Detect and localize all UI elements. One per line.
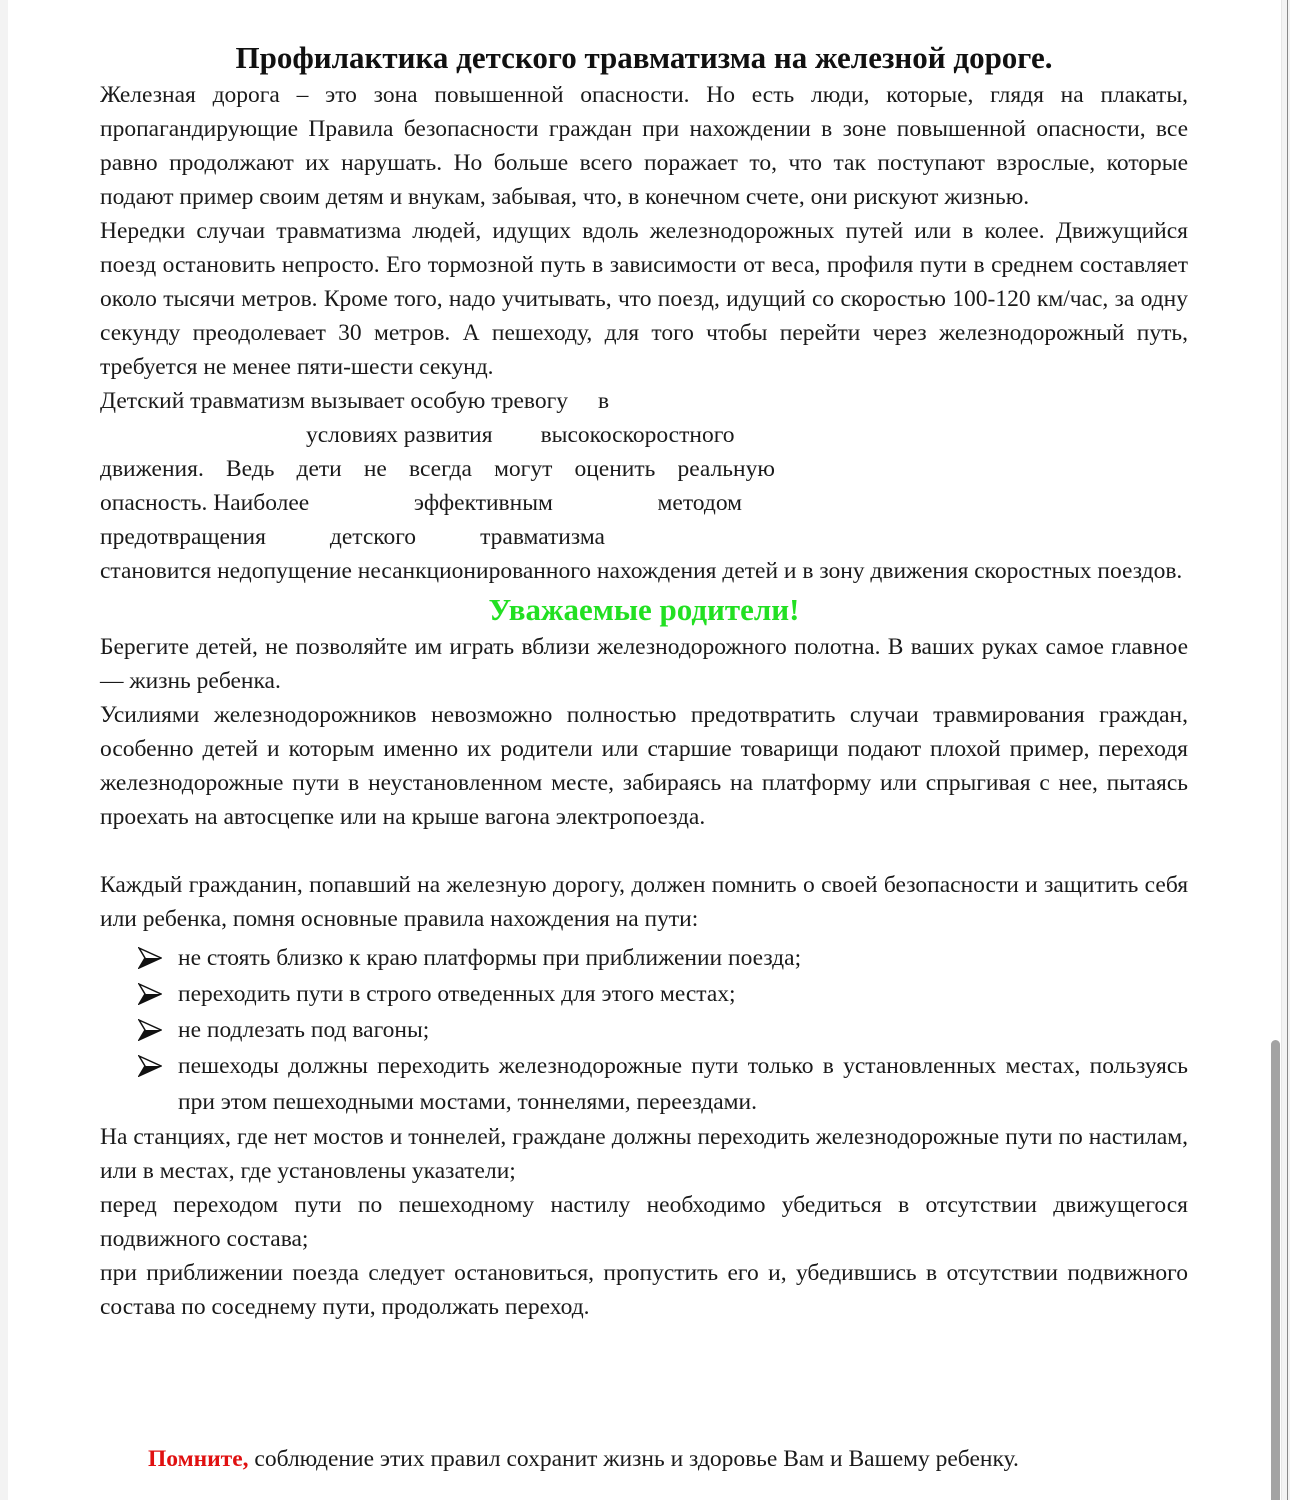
paragraph-child-injury (100, 384, 775, 554)
rule-text: пешеходы должны переходить железнодорожные пути только в установленных местах, пользуясь при этом пешеходными мостами, тоннелями, переездами. (178, 1053, 1188, 1115)
paragraph-child-injury-tail: становится недопущение несанкционированного нахождения детей и в зону движения скоростных поездов. (100, 558, 1183, 584)
text-fragment: методом (657, 490, 742, 516)
remember-note (148, 1442, 1019, 1476)
arrow-bullet-icon (138, 947, 162, 969)
text-line (100, 486, 742, 520)
text-fragment: движения. (100, 456, 204, 482)
paragraph-intro: Железная дорога – это зона повышенной опасности. Но есть люди, которые, глядя на плакаты, пропагандирующие Правила безопасности граждан при нахождении в зоне повышенной опасности, все равно продолжают их нарушать. Но больше всего поражает то, что так поступают взрослые, которые подают пример своим детям и внукам, забывая, что, в конечном счете, они рискуют жизнью. (100, 82, 1188, 210)
page-edge-left (0, 0, 8, 1500)
text-line (100, 520, 605, 554)
scrollbar-thumb[interactable] (1271, 1040, 1280, 1500)
text-fragment: Ведь (225, 456, 275, 482)
text-fragment: всегда (408, 456, 472, 482)
rule-text: не подлезать под вагоны; (178, 1017, 430, 1043)
text-fragment: детского (329, 524, 417, 550)
arrow-bullet-icon (138, 1019, 162, 1041)
page-edge-right (1281, 0, 1290, 1500)
text-fragment: не (363, 456, 387, 482)
text-fragment: в (598, 388, 610, 414)
paragraph-railway-efforts: Усилиями железнодорожников невозможно полностью предотвратить случаи травмирования граждан, особенно детей и которым именно их родители или старшие товарищи подают плохой пример, переходя железнодорожные пути в неустановленном месте, забираясь на платформу или спрыгивая с нее, пытаясь проехать на автосцепке или на крыше вагона электропоезда. (100, 702, 1188, 830)
text-fragment: опасность. Наиболее (100, 490, 310, 516)
paragraph-stations: На станциях, где нет мостов и тоннелей, граждане должны переходить железнодорожные пути по настилам, или в местах, где установлены указатели; (100, 1124, 1188, 1184)
text-fragment: дети (296, 456, 342, 482)
text-fragment: оценить (574, 456, 656, 482)
document-title: Профилактика детского травматизма на железной дороге. (235, 40, 1053, 75)
parents-heading: Уважаемые родители! (488, 592, 800, 627)
blank-line (100, 834, 1188, 868)
text-line (100, 452, 775, 486)
paragraph-every-citizen: Каждый гражданин, попавший на железную дорогу, должен помнить о своей безопасности и защитить себя или ребенка, помня основные правила нахождения на пути: (100, 872, 1188, 932)
paragraph-train-approaching: при приближении поезда следует остановиться, пропустить его и, убедившись в отсутствии подвижного состава по соседнему пути, продолжать переход. (100, 1260, 1188, 1320)
paragraph-protect-children: Берегите детей, не позволяйте им играть вблизи железнодорожного полотна. В ваших руках самое главное — жизнь ребенка. (100, 634, 1188, 694)
text-fragment: условиях развития (306, 422, 493, 448)
arrow-bullet-icon (138, 983, 162, 1005)
rule-item (100, 1012, 1188, 1048)
rule-text: не стоять близко к краю платформы при приближении поезда; (178, 945, 802, 971)
rule-item (100, 1048, 1188, 1120)
paragraph-before-crossing: перед переходом пути по пешеходному настилу необходимо убедиться в отсутствии движущегося подвижного состава; (100, 1192, 1188, 1252)
text-fragment: высокоскоростного (540, 422, 735, 448)
text-fragment: Детский травматизм вызывает особую тревогу (100, 388, 569, 414)
paragraph-braking: Нередки случаи травматизма людей, идущих вдоль железнодорожных путей или в колее. Движущийся поезд остановить непросто. Его тормозной путь в зависимости от веса, профиля пути в среднем составляет около тысячи метров. Кроме того, надо учитывать, что поезд, идущий со скоростью 100-120 км/час, за одну секунду преодолевает 30 метров. А пешеходу, для того чтобы перейти через железнодорожный путь, требуется не менее пяти-шести секунд. (100, 218, 1188, 380)
text-fragment: предотвращения (100, 524, 266, 550)
text-line (100, 384, 775, 418)
text-line (100, 418, 775, 452)
remember-label: Помните, (148, 1446, 249, 1472)
text-fragment: могут (494, 456, 553, 482)
remember-text: соблюдение этих правил сохранит жизнь и здоровье Вам и Вашему ребенку. (248, 1446, 1019, 1472)
arrow-bullet-icon (138, 1055, 162, 1077)
text-fragment: травматизма (480, 524, 605, 550)
text-fragment: реальную (677, 456, 775, 482)
document-body (100, 38, 1188, 1324)
rule-item (100, 976, 1188, 1012)
rule-item (100, 940, 1188, 976)
rule-text: переходить пути в строго отведенных для этого местах; (178, 981, 736, 1007)
scrollbar-track[interactable] (1287, 0, 1288, 1500)
text-fragment: эффективным (413, 490, 553, 516)
rules-list (100, 940, 1188, 1120)
